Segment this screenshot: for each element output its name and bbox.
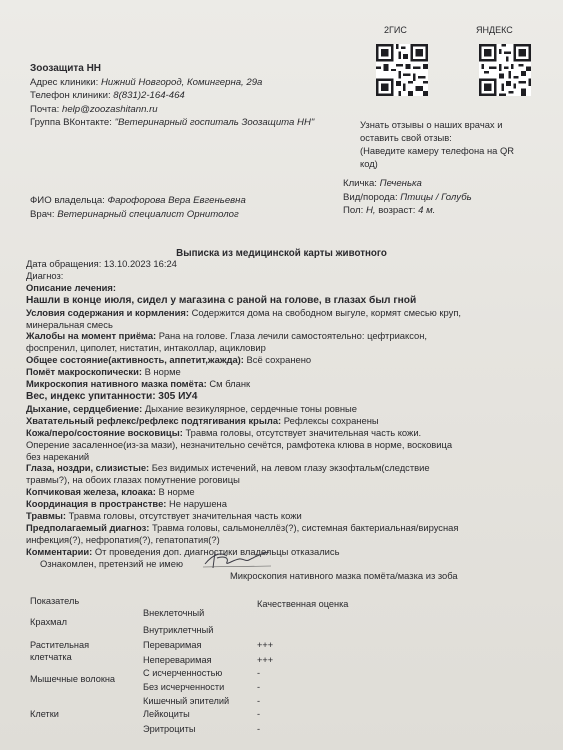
skin-cont2: без нареканий — [26, 450, 90, 462]
clinic-phone: Телефон клиники: 8(831)2-164-464 — [30, 90, 185, 102]
droppings-macro: Помёт макроскопически: В норме — [26, 366, 181, 378]
acknowledgement: Ознакомлен, претензий не имею — [40, 558, 183, 569]
clinic-info — [30, 62, 314, 130]
complaints: Жалобы на момент приёма: Рана на голове. Глаза лечили самостоятельно: цефтриаксон, — [26, 330, 428, 342]
row-value: - — [257, 696, 261, 706]
visit-date: Дата обращения: 13.10.2023 16:24 — [26, 258, 177, 269]
general-state: Общее состояние(активность, аппетит,жажда): Всё сохранено — [26, 354, 312, 366]
row-item: Внеклеточный — [143, 608, 205, 618]
group-plant-fiber: Растительная — [30, 640, 90, 650]
row-value: - — [257, 724, 261, 734]
microscopy-title: Микроскопия нативного мазка помёта/мазка из зоба — [230, 570, 458, 581]
clinic-address: Адрес клиники: Нижний Новгород, Комингерна, 29а — [30, 76, 263, 88]
row-value: +++ — [257, 640, 274, 650]
document-title: Выписка из медицинской карты животного — [176, 248, 387, 259]
diagnosis-label: Диагноз: — [26, 269, 64, 281]
owner-info — [30, 194, 246, 221]
record-body — [26, 258, 546, 558]
row-item: Переваримая — [143, 640, 202, 650]
row-item: С исчерченностью — [143, 668, 223, 678]
skin: Кожа/перо/состояние восковицы: Травма головы, отсутствует значительная часть кожи. — [26, 426, 422, 438]
table-header-indicator: Показатель — [30, 596, 80, 606]
qr-2gis-label: 2ГИС — [384, 25, 407, 35]
group-muscle-fibers: Мышечные волокна — [30, 674, 116, 684]
prelim-cont: инфекция(?), нефропатия(?), гепатопатия(?) — [26, 533, 220, 545]
conditions-cont: минеральная смесь — [26, 318, 113, 330]
row-value: - — [257, 709, 261, 719]
pet-name: Кличка: Печенька — [343, 178, 422, 189]
doctor: Врач: Ветеринарный специалист Орнитолог — [30, 208, 239, 220]
row-value: - — [257, 668, 261, 678]
eyes-cont: травмы?), на обоих глазах помутнение роговицы — [26, 474, 240, 486]
pet-species: Вид/порода: Птицы / Голубь — [343, 191, 472, 203]
skin-cont: Оперение засаленное(из-за мази), незначительно сечётся, рамфотека клюва в норме, восковица — [26, 438, 453, 450]
pet-sex-age: Пол: Н, возраст: 4 м. — [343, 205, 436, 217]
complaints-cont: фоспренил, циполет, нистатин, интаколлар, ацикловир — [26, 342, 266, 354]
group-starch: Крахмал — [30, 617, 67, 627]
row-item: Кишечный эпителий — [143, 696, 230, 706]
gland: Копчиковая железа, клоака: В норме — [26, 486, 195, 498]
qr-code-yandex-icon[interactable] — [479, 44, 531, 96]
clinic-email: Почта: help@zoozashitann.ru — [30, 103, 158, 115]
breathing: Дыхание, сердцебиение: Дыхание везикулярное, сердечные тоны ровные — [26, 402, 357, 414]
qr-code-2gis-icon[interactable] — [376, 44, 428, 96]
table-header-assessment: Качественная оценка — [257, 599, 349, 609]
signature-icon — [203, 548, 273, 572]
droppings-micro: Микроскопия нативного мазка помёта: См бланк — [26, 378, 251, 390]
row-item: Лейкоциты — [143, 709, 190, 719]
row-item: Непереваримая — [143, 655, 212, 665]
comments: Комментарии: От проведения доп. диагностики владельцы отказались — [26, 545, 340, 557]
clinic-name: Зоозащита НН — [30, 63, 102, 74]
found-note: Нашли в конце июля, сидел у магазина с раной на голове, в глазах был гной — [26, 294, 417, 306]
row-value: - — [257, 682, 261, 692]
group-cells: Клетки — [30, 709, 59, 719]
coordination: Координация в пространстве: Не нарушена — [26, 498, 227, 510]
treatment-label: Описание лечения: — [26, 281, 116, 293]
row-item: Без исчерченности — [143, 682, 225, 692]
eyes: Глаза, ноздри, слизистые: Без видимых истечений, на левом глазу экзофтальм(следствие — [26, 462, 430, 474]
prelim-diagnosis: Предполагаемый диагноз: Травма головы, сальмонеллёз(?), системная бактериальная/вирусная — [26, 521, 459, 533]
weight: Вес, индекс упитанности: 305 ИУ4 — [26, 390, 198, 402]
group-plant-fiber-cont: клетчатка — [30, 652, 72, 662]
trauma: Травмы: Травма головы, отсутствует значительная часть кожи — [26, 510, 302, 522]
reflex: Хватательный рефлекс/рефлекс подтягивания крыла: Рефлексы сохранены — [26, 414, 379, 426]
row-item: Эритроциты — [143, 724, 196, 734]
owner-fio: ФИО владельца: Фарофорова Вера Евгеньевна — [30, 195, 246, 206]
pet-info — [343, 177, 472, 218]
row-item: Внутриклетчный — [143, 625, 214, 635]
row-value: +++ — [257, 655, 274, 665]
qr-yandex-label: ЯНДЕКС — [476, 25, 513, 35]
clinic-vk: Группа ВКонтакте: "Ветеринарный госпиталь Зоозащита НН" — [30, 117, 315, 129]
reviews-note: Узнать отзывы о наших врачах и оставить свой отзыв: (Наведите камеру телефона на QR код) — [360, 119, 515, 169]
conditions: Условия содержания и кормления: Содержится дома на свободном выгуле, кормят смесью круп, — [26, 306, 462, 318]
